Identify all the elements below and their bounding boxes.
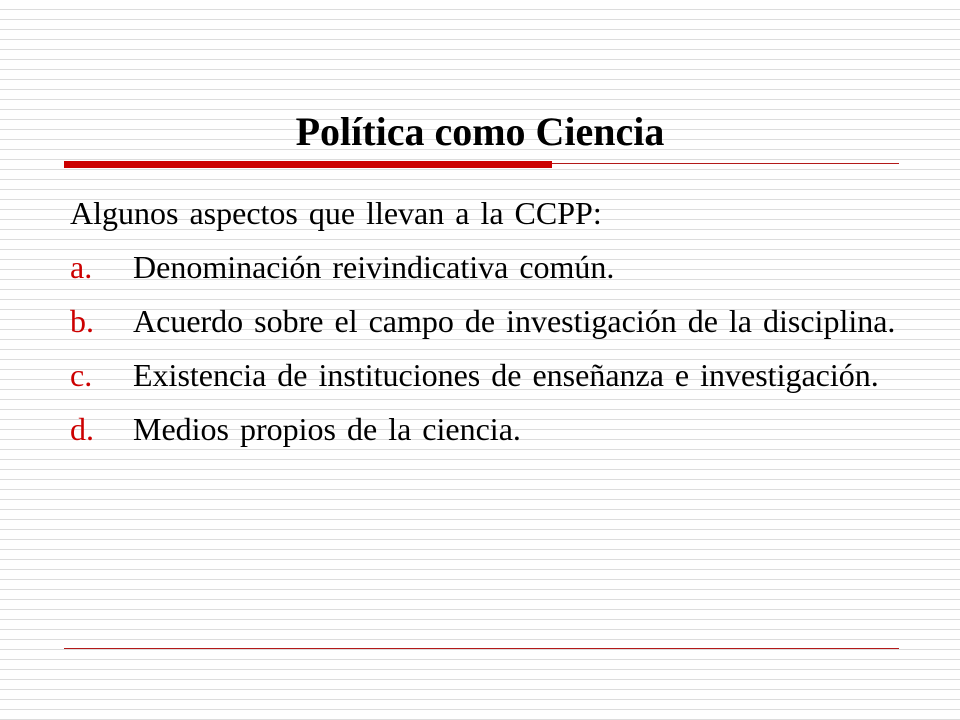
list-item-text: Medios propios de la ciencia. [133, 411, 521, 447]
list-marker: c. [70, 357, 93, 393]
list-item-text: Existencia de instituciones de enseñanza e investigación. [133, 357, 879, 393]
list-marker: d. [70, 411, 94, 447]
aspects-list [70, 248, 910, 448]
list-marker: a. [70, 249, 93, 285]
list-item [70, 410, 910, 448]
list-item-text: Denominación reivindicativa común. [133, 249, 615, 285]
intro-text: Algunos aspectos que llevan a la CCPP: [70, 195, 602, 231]
footer-divider-line [64, 648, 899, 649]
list-item-text: Acuerdo sobre el campo de investigación de la disciplina. [133, 303, 896, 339]
title-accent-bar [64, 161, 552, 168]
list-item [70, 248, 910, 286]
list-item [70, 302, 910, 340]
slide-content [70, 194, 910, 464]
slide-title: Política como Ciencia [295, 109, 665, 154]
list-item [70, 356, 910, 394]
title-divider-line [552, 163, 899, 164]
list-marker: b. [70, 303, 94, 339]
